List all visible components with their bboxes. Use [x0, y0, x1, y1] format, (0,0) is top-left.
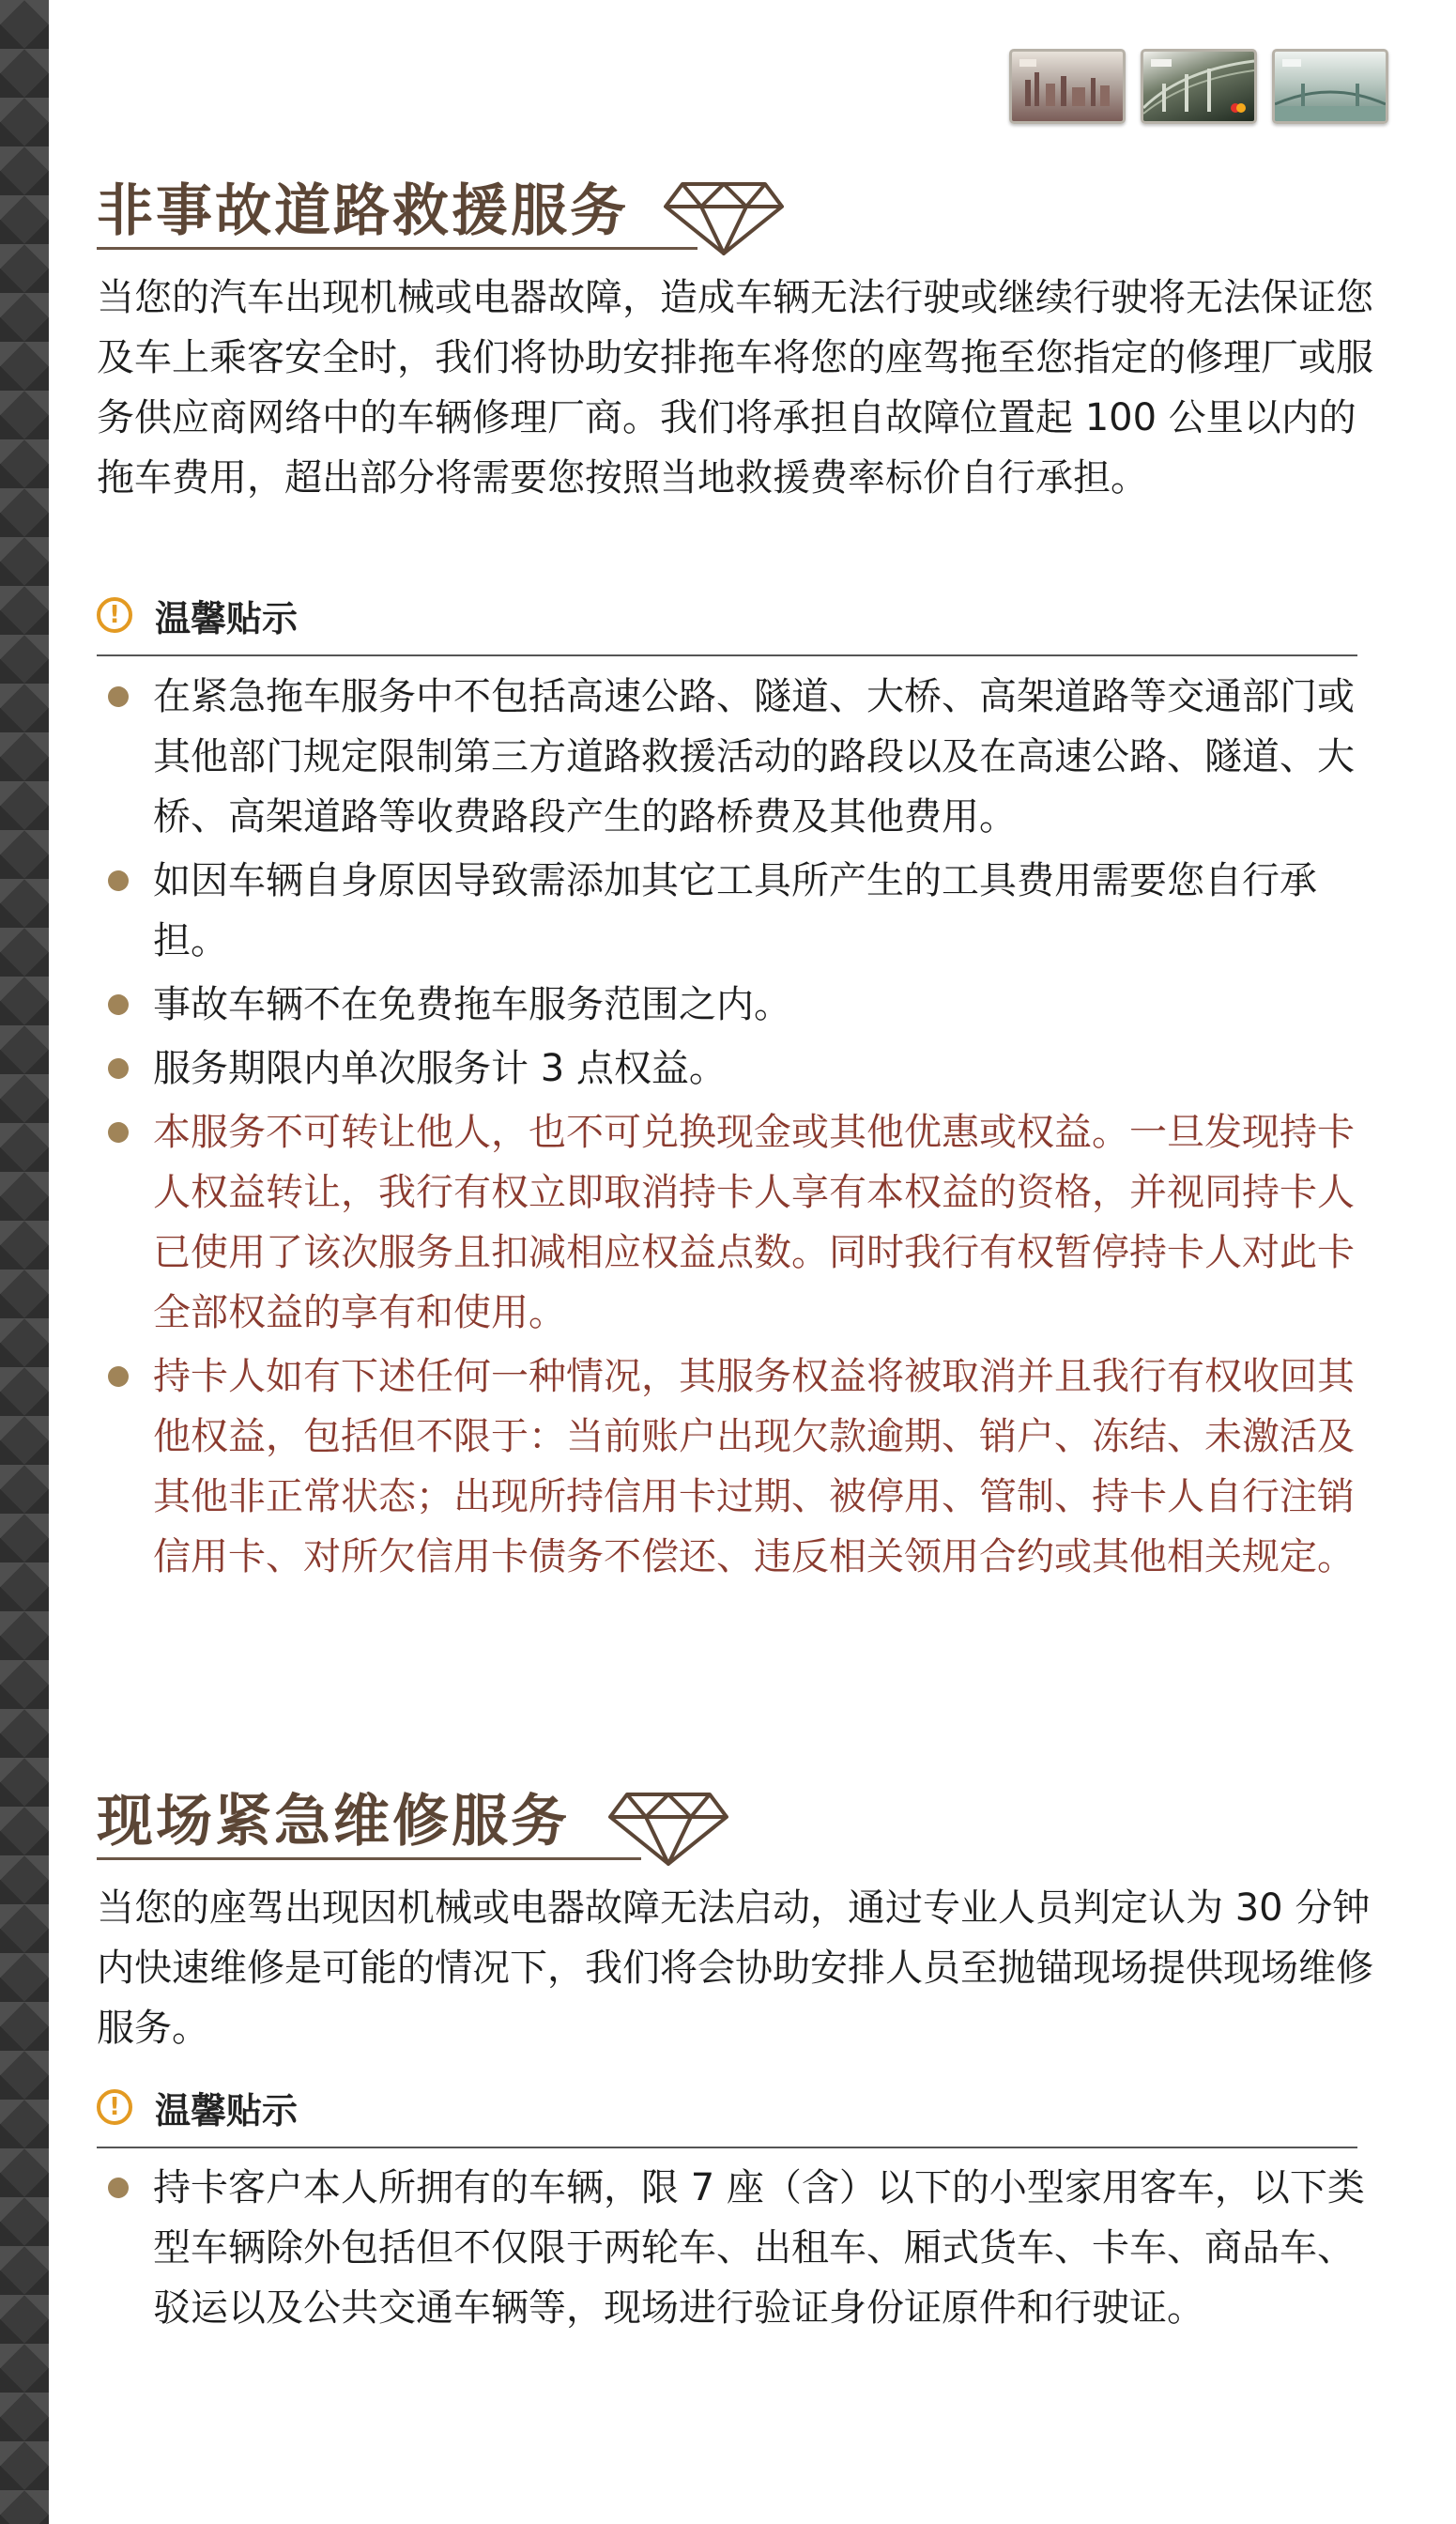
section1-tips-rule — [97, 654, 1357, 656]
list-item — [108, 667, 1371, 847]
bullet-icon — [108, 1122, 129, 1143]
section2-tips-list — [108, 2158, 1371, 2342]
bank-card-icon — [1012, 52, 1123, 121]
list-item-text: 持卡客户本人所拥有的车辆，限 7 座（含）以下的小型家用客车，以下类型车辆除外包括但不仅限于两轮车、出租车、厢式货车、卡车、商品车、驳运以及公共交通车辆等，现场进行验证身份证原件和行驶证。 — [153, 2166, 1365, 2330]
section1-tips-header — [97, 587, 298, 643]
info-circle-icon: ! — [97, 2089, 132, 2125]
section1-title-rule — [97, 247, 697, 250]
diamond-icon — [608, 1791, 728, 1866]
list-item — [108, 2158, 1371, 2338]
card-thumb-3 — [1272, 49, 1388, 124]
list-item-text: 本服务不可转让他人，也不可兑换现金或其他优惠或权益。一旦发现持卡人权益转让，我行有权立即取消持卡人享有本权益的资格，并视同持卡人已使用了该次服务且扣减相应权益点数。同时我行有权暂停持卡人对此卡全部权益的享有和使用。 — [153, 1111, 1355, 1334]
list-item-text: 事故车辆不在免费拖车服务范围之内。 — [153, 983, 791, 1026]
section2-title-rule — [97, 1857, 641, 1860]
bullet-icon — [108, 1058, 129, 1079]
card-thumbnails — [1009, 49, 1388, 124]
card-thumb-1 — [1009, 49, 1126, 124]
list-item-text: 服务期限内单次服务计 3 点权益。 — [153, 1047, 727, 1090]
section1-title: 非事故道路救援服务 — [97, 178, 629, 244]
list-item-text: 在紧急拖车服务中不包括高速公路、隧道、大桥、高架道路等交通部门或其他部门规定限制第三方道路救援活动的路段以及在高速公路、隧道、大桥、高架道路等收费路段产生的路桥费及其他费用。 — [153, 675, 1355, 839]
list-item-text: 持卡人如有下述任何一种情况，其服务权益将被取消并且我行有权收回其他权益，包括但不限于：当前账户出现欠款逾期、销户、冻结、未激活及其他非正常状态；出现所持信用卡过期、被停用、管制、持卡人自行注销信用卡、对所欠信用卡债务不偿还、违反相关领用合约或其他相关规定。 — [153, 1355, 1355, 1578]
section1-tips-list — [108, 667, 1371, 1591]
list-item — [108, 1039, 1371, 1099]
section2-title: 现场紧急维修服务 — [97, 1789, 570, 1855]
section1-tips-label: 温馨贴示 — [155, 597, 299, 639]
list-item-text: 如因车辆自身原因导致需添加其它工具所产生的工具费用需要您自行承担。 — [153, 859, 1317, 962]
diamond-icon — [664, 180, 784, 255]
decorative-side-strip — [0, 0, 49, 2524]
section1-description: 当您的汽车出现机械或电器故障，造成车辆无法行驶或继续行驶将无法保证您及车上乘客安全时，我们将协助安排拖车将您的座驾拖至您指定的修理厂或服务供应商网络中的车辆修理厂商。我们将承担自故障位置起 100 公里以内的拖车费用，超出部分将需要您按照当地救援费率标价自行承担。 — [97, 276, 1373, 500]
bullet-icon — [108, 2178, 129, 2198]
bullet-icon — [108, 870, 129, 891]
bullet-icon — [108, 686, 129, 707]
section2-description: 当您的座驾出现因机械或电器故障无法启动，通过专业人员判定认为 30 分钟内快速维修是可能的情况下，我们将会协助安排人员至抛锚现场提供现场维修服务。 — [97, 1886, 1373, 2050]
section2-tips-rule — [97, 2147, 1357, 2148]
section2-tips-label: 温馨贴示 — [155, 2089, 299, 2132]
list-item — [108, 975, 1371, 1035]
bullet-icon — [108, 994, 129, 1015]
section2-tips-header — [97, 2079, 298, 2135]
bank-card-icon — [1275, 52, 1386, 121]
list-item — [108, 1347, 1371, 1587]
list-item — [108, 1102, 1371, 1343]
info-circle-icon: ! — [97, 597, 132, 633]
bank-card-icon — [1143, 52, 1254, 121]
card-thumb-2 — [1141, 49, 1257, 124]
bullet-icon — [108, 1366, 129, 1387]
list-item — [108, 851, 1371, 971]
